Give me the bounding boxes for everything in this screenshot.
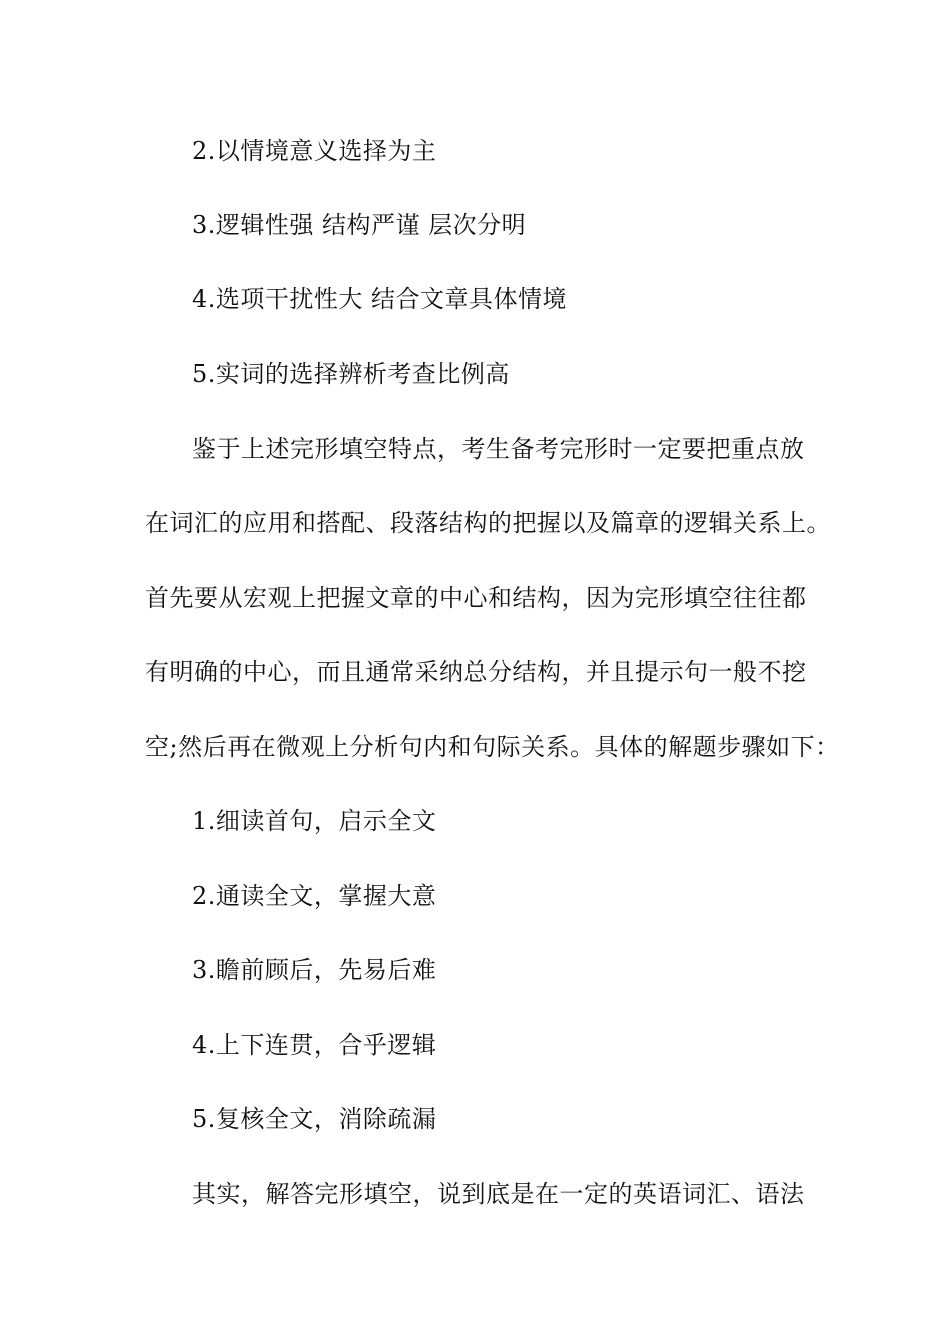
list-item: 4.上下连贯，合乎逻辑 [192,1031,437,1059]
list-item: 5.复核全文，消除疏漏 [192,1105,437,1133]
list-item: 4.选项干扰性大 结合文章具体情境 [192,285,568,313]
list-item: 5.实词的选择辨析考查比例高 [192,360,510,388]
list-item: 1.细读首句，启示全文 [192,807,437,835]
paragraph-line: 在词汇的应用和搭配、段落结构的把握以及篇章的逻辑关系上。 [145,509,831,537]
paragraph-line: 首先要从宏观上把握文章的中心和结构，因为完形填空往往都 [145,584,807,612]
paragraph-line: 其实，解答完形填空，说到底是在一定的英语词汇、语法 [192,1180,805,1208]
list-item: 2.通读全文，掌握大意 [192,882,437,910]
paragraph-line: 空;然后再在微观上分析句内和句际关系。具体的解题步骤如下： [145,733,840,761]
list-item: 2.以情境意义选择为主 [192,137,437,165]
list-item: 3.逻辑性强 结构严谨 层次分明 [192,211,527,239]
paragraph-line: 有明确的中心，而且通常采纳总分结构，并且提示句一般不挖 [145,658,807,686]
list-item: 3.瞻前顾后，先易后难 [192,956,437,984]
paragraph-line: 鉴于上述完形填空特点，考生备考完形时一定要把重点放 [192,435,805,463]
